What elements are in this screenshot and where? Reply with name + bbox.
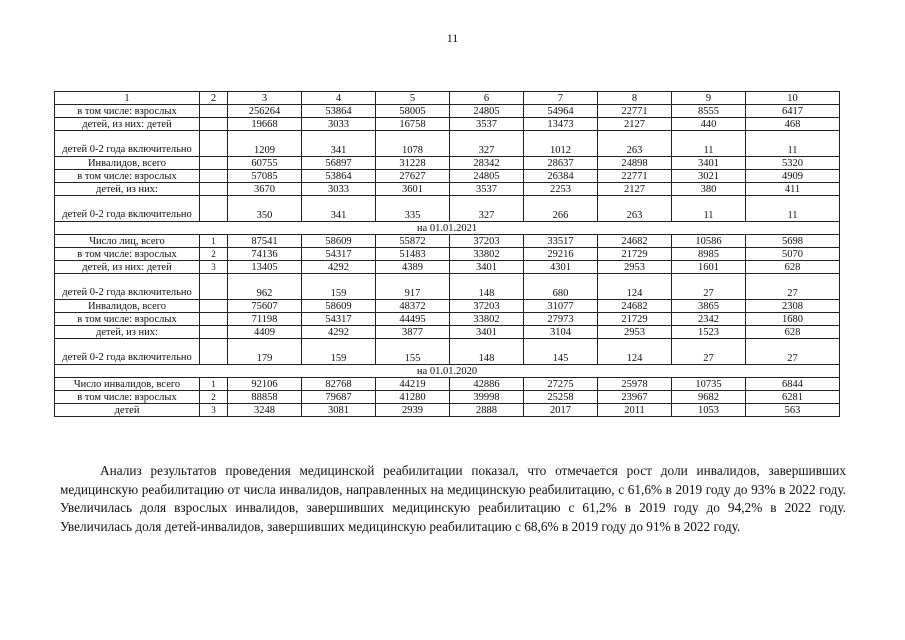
value-cell: 440 bbox=[672, 118, 746, 131]
value-cell: 55872 bbox=[376, 235, 450, 248]
value-cell: 53864 bbox=[302, 105, 376, 118]
value-cell: 13405 bbox=[228, 261, 302, 274]
value-cell: 628 bbox=[746, 326, 840, 339]
value-cell: 48372 bbox=[376, 300, 450, 313]
value-cell: 3601 bbox=[376, 183, 450, 196]
value-cell: 3537 bbox=[450, 183, 524, 196]
row-label: детей 0-2 года включительно bbox=[55, 131, 200, 157]
value-cell: 58005 bbox=[376, 105, 450, 118]
value-cell: 628 bbox=[746, 261, 840, 274]
value-cell: 82768 bbox=[302, 378, 376, 391]
row-code bbox=[200, 118, 228, 131]
value-cell: 21729 bbox=[598, 248, 672, 261]
header-cell: 1 bbox=[55, 92, 200, 105]
value-cell: 1053 bbox=[672, 404, 746, 417]
header-cell: 9 bbox=[672, 92, 746, 105]
value-cell: 25258 bbox=[524, 391, 598, 404]
value-cell: 327 bbox=[450, 196, 524, 222]
body-paragraph: Анализ результатов проведения медицинской реабилитации показал, что отмечается рост доли инвалидов, завершивших медицинскую реабилитацию от числа инвалидов, направленных на медицинскую реабилитацию, с 61,6% в 2019 году до 93% в 2022 году. Увеличилась доля взрослых инвалидов, завершивших медицинскую реабилитацию с 61,2% в 2019 году до 94,2% в 2022 году. Увеличилась доля детей-инвалидов, завершивших медицинскую реабилитацию с 68,6% в 2019 году до 91% в 2022 году. bbox=[60, 463, 846, 534]
table-row bbox=[55, 235, 840, 248]
table-row bbox=[55, 248, 840, 261]
row-label: детей, из них: bbox=[55, 326, 200, 339]
value-cell: 29216 bbox=[524, 248, 598, 261]
value-cell: 1523 bbox=[672, 326, 746, 339]
value-cell: 179 bbox=[228, 339, 302, 365]
value-cell: 5070 bbox=[746, 248, 840, 261]
value-cell: 468 bbox=[746, 118, 840, 131]
value-cell: 6417 bbox=[746, 105, 840, 118]
value-cell: 21729 bbox=[598, 313, 672, 326]
header-cell: 4 bbox=[302, 92, 376, 105]
value-cell: 92106 bbox=[228, 378, 302, 391]
value-cell: 4909 bbox=[746, 170, 840, 183]
value-cell: 27275 bbox=[524, 378, 598, 391]
value-cell: 8555 bbox=[672, 105, 746, 118]
value-cell: 3670 bbox=[228, 183, 302, 196]
value-cell: 2308 bbox=[746, 300, 840, 313]
value-cell: 2253 bbox=[524, 183, 598, 196]
table-row bbox=[55, 326, 840, 339]
value-cell: 1012 bbox=[524, 131, 598, 157]
value-cell: 3865 bbox=[672, 300, 746, 313]
value-cell: 2953 bbox=[598, 326, 672, 339]
row-label: в том числе: взрослых bbox=[55, 170, 200, 183]
row-code bbox=[200, 131, 228, 157]
value-cell: 24682 bbox=[598, 235, 672, 248]
row-code bbox=[200, 170, 228, 183]
value-cell: 8985 bbox=[672, 248, 746, 261]
value-cell: 24898 bbox=[598, 157, 672, 170]
value-cell: 148 bbox=[450, 274, 524, 300]
value-cell: 56897 bbox=[302, 157, 376, 170]
value-cell: 27 bbox=[672, 339, 746, 365]
row-code bbox=[200, 105, 228, 118]
table-row bbox=[55, 339, 840, 365]
value-cell: 3033 bbox=[302, 118, 376, 131]
value-cell: 33802 bbox=[450, 248, 524, 261]
value-cell: 2939 bbox=[376, 404, 450, 417]
value-cell: 11 bbox=[672, 131, 746, 157]
value-cell: 44495 bbox=[376, 313, 450, 326]
value-cell: 266 bbox=[524, 196, 598, 222]
value-cell: 57085 bbox=[228, 170, 302, 183]
value-cell: 24682 bbox=[598, 300, 672, 313]
table-row bbox=[55, 300, 840, 313]
value-cell: 2953 bbox=[598, 261, 672, 274]
header-cell: 8 bbox=[598, 92, 672, 105]
value-cell: 28342 bbox=[450, 157, 524, 170]
value-cell: 24805 bbox=[450, 170, 524, 183]
value-cell: 79687 bbox=[302, 391, 376, 404]
row-label: детей 0-2 года включительно bbox=[55, 196, 200, 222]
value-cell: 11 bbox=[746, 131, 840, 157]
table-row bbox=[55, 404, 840, 417]
row-code bbox=[200, 157, 228, 170]
value-cell: 4292 bbox=[302, 326, 376, 339]
value-cell: 54317 bbox=[302, 248, 376, 261]
value-cell: 917 bbox=[376, 274, 450, 300]
value-cell: 87541 bbox=[228, 235, 302, 248]
value-cell: 74136 bbox=[228, 248, 302, 261]
value-cell: 11 bbox=[672, 196, 746, 222]
value-cell: 4292 bbox=[302, 261, 376, 274]
value-cell: 60755 bbox=[228, 157, 302, 170]
value-cell: 2127 bbox=[598, 183, 672, 196]
table-row bbox=[55, 183, 840, 196]
value-cell: 24805 bbox=[450, 105, 524, 118]
value-cell: 4301 bbox=[524, 261, 598, 274]
value-cell: 33517 bbox=[524, 235, 598, 248]
value-cell: 58609 bbox=[302, 300, 376, 313]
value-cell: 3537 bbox=[450, 118, 524, 131]
value-cell: 6281 bbox=[746, 391, 840, 404]
value-cell: 25978 bbox=[598, 378, 672, 391]
value-cell: 680 bbox=[524, 274, 598, 300]
value-cell: 2017 bbox=[524, 404, 598, 417]
row-label: детей, из них: детей bbox=[55, 261, 200, 274]
section-label: на 01.01.2020 bbox=[55, 365, 840, 378]
row-code bbox=[200, 313, 228, 326]
value-cell: 380 bbox=[672, 183, 746, 196]
row-label: в том числе: взрослых bbox=[55, 248, 200, 261]
value-cell: 2342 bbox=[672, 313, 746, 326]
value-cell: 26384 bbox=[524, 170, 598, 183]
value-cell: 42886 bbox=[450, 378, 524, 391]
value-cell: 263 bbox=[598, 196, 672, 222]
row-code bbox=[200, 339, 228, 365]
row-code bbox=[200, 300, 228, 313]
value-cell: 335 bbox=[376, 196, 450, 222]
row-code: 1 bbox=[200, 378, 228, 391]
row-code: 1 bbox=[200, 235, 228, 248]
value-cell: 2888 bbox=[450, 404, 524, 417]
value-cell: 71198 bbox=[228, 313, 302, 326]
value-cell: 155 bbox=[376, 339, 450, 365]
table-row bbox=[55, 118, 840, 131]
value-cell: 88858 bbox=[228, 391, 302, 404]
value-cell: 3401 bbox=[450, 261, 524, 274]
row-label: детей 0-2 года включительно bbox=[55, 339, 200, 365]
value-cell: 341 bbox=[302, 196, 376, 222]
value-cell: 39998 bbox=[450, 391, 524, 404]
row-label: Число инвалидов, всего bbox=[55, 378, 200, 391]
value-cell: 256264 bbox=[228, 105, 302, 118]
value-cell: 53864 bbox=[302, 170, 376, 183]
value-cell: 27973 bbox=[524, 313, 598, 326]
header-row bbox=[55, 92, 840, 105]
page-number: 11 bbox=[446, 31, 459, 45]
value-cell: 10586 bbox=[672, 235, 746, 248]
table-row bbox=[55, 105, 840, 118]
row-label: детей, из них: детей bbox=[55, 118, 200, 131]
header-cell: 7 bbox=[524, 92, 598, 105]
value-cell: 11 bbox=[746, 196, 840, 222]
value-cell: 54964 bbox=[524, 105, 598, 118]
value-cell: 10735 bbox=[672, 378, 746, 391]
value-cell: 1209 bbox=[228, 131, 302, 157]
value-cell: 411 bbox=[746, 183, 840, 196]
value-cell: 27 bbox=[672, 274, 746, 300]
value-cell: 6844 bbox=[746, 378, 840, 391]
header-cell: 3 bbox=[228, 92, 302, 105]
value-cell: 41280 bbox=[376, 391, 450, 404]
value-cell: 16758 bbox=[376, 118, 450, 131]
row-label: детей 0-2 года включительно bbox=[55, 274, 200, 300]
row-label: Инвалидов, всего bbox=[55, 300, 200, 313]
value-cell: 3033 bbox=[302, 183, 376, 196]
value-cell: 1680 bbox=[746, 313, 840, 326]
row-label: в том числе: взрослых bbox=[55, 313, 200, 326]
row-code bbox=[200, 274, 228, 300]
table-row bbox=[55, 196, 840, 222]
row-label: в том числе: взрослых bbox=[55, 105, 200, 118]
value-cell: 3081 bbox=[302, 404, 376, 417]
value-cell: 33802 bbox=[450, 313, 524, 326]
row-code: 3 bbox=[200, 404, 228, 417]
value-cell: 3401 bbox=[672, 157, 746, 170]
value-cell: 124 bbox=[598, 274, 672, 300]
value-cell: 3877 bbox=[376, 326, 450, 339]
value-cell: 27 bbox=[746, 339, 840, 365]
value-cell: 13473 bbox=[524, 118, 598, 131]
section-label: на 01.01.2021 bbox=[55, 222, 840, 235]
value-cell: 37203 bbox=[450, 235, 524, 248]
row-label: в том числе: взрослых bbox=[55, 391, 200, 404]
value-cell: 563 bbox=[746, 404, 840, 417]
row-code bbox=[200, 196, 228, 222]
data-table bbox=[54, 91, 840, 417]
value-cell: 350 bbox=[228, 196, 302, 222]
value-cell: 27 bbox=[746, 274, 840, 300]
value-cell: 4409 bbox=[228, 326, 302, 339]
row-label: Число лиц, всего bbox=[55, 235, 200, 248]
row-label: детей bbox=[55, 404, 200, 417]
value-cell: 2127 bbox=[598, 118, 672, 131]
value-cell: 1601 bbox=[672, 261, 746, 274]
value-cell: 3248 bbox=[228, 404, 302, 417]
value-cell: 44219 bbox=[376, 378, 450, 391]
header-cell: 10 bbox=[746, 92, 840, 105]
value-cell: 1078 bbox=[376, 131, 450, 157]
table-row bbox=[55, 261, 840, 274]
header-cell: 6 bbox=[450, 92, 524, 105]
row-code bbox=[200, 326, 228, 339]
row-code: 3 bbox=[200, 261, 228, 274]
value-cell: 3104 bbox=[524, 326, 598, 339]
table-row bbox=[55, 313, 840, 326]
value-cell: 2011 bbox=[598, 404, 672, 417]
table-row bbox=[55, 391, 840, 404]
value-cell: 327 bbox=[450, 131, 524, 157]
value-cell: 5320 bbox=[746, 157, 840, 170]
value-cell: 28637 bbox=[524, 157, 598, 170]
table-row bbox=[55, 170, 840, 183]
value-cell: 263 bbox=[598, 131, 672, 157]
value-cell: 22771 bbox=[598, 105, 672, 118]
value-cell: 341 bbox=[302, 131, 376, 157]
value-cell: 22771 bbox=[598, 170, 672, 183]
section-row bbox=[55, 222, 840, 235]
value-cell: 5698 bbox=[746, 235, 840, 248]
value-cell: 27627 bbox=[376, 170, 450, 183]
section-row bbox=[55, 365, 840, 378]
value-cell: 3021 bbox=[672, 170, 746, 183]
value-cell: 51483 bbox=[376, 248, 450, 261]
value-cell: 54317 bbox=[302, 313, 376, 326]
value-cell: 23967 bbox=[598, 391, 672, 404]
header-cell: 5 bbox=[376, 92, 450, 105]
value-cell: 58609 bbox=[302, 235, 376, 248]
value-cell: 31228 bbox=[376, 157, 450, 170]
value-cell: 75607 bbox=[228, 300, 302, 313]
value-cell: 4389 bbox=[376, 261, 450, 274]
row-label: Инвалидов, всего bbox=[55, 157, 200, 170]
header-cell: 2 bbox=[200, 92, 228, 105]
value-cell: 148 bbox=[450, 339, 524, 365]
value-cell: 3401 bbox=[450, 326, 524, 339]
row-code bbox=[200, 183, 228, 196]
row-code: 2 bbox=[200, 391, 228, 404]
value-cell: 145 bbox=[524, 339, 598, 365]
table-row bbox=[55, 157, 840, 170]
row-label: детей, из них: bbox=[55, 183, 200, 196]
value-cell: 962 bbox=[228, 274, 302, 300]
value-cell: 19668 bbox=[228, 118, 302, 131]
value-cell: 159 bbox=[302, 274, 376, 300]
value-cell: 37203 bbox=[450, 300, 524, 313]
table-row bbox=[55, 131, 840, 157]
value-cell: 159 bbox=[302, 339, 376, 365]
value-cell: 124 bbox=[598, 339, 672, 365]
row-code: 2 bbox=[200, 248, 228, 261]
table-row bbox=[55, 274, 840, 300]
value-cell: 9682 bbox=[672, 391, 746, 404]
value-cell: 31077 bbox=[524, 300, 598, 313]
table-row bbox=[55, 378, 840, 391]
